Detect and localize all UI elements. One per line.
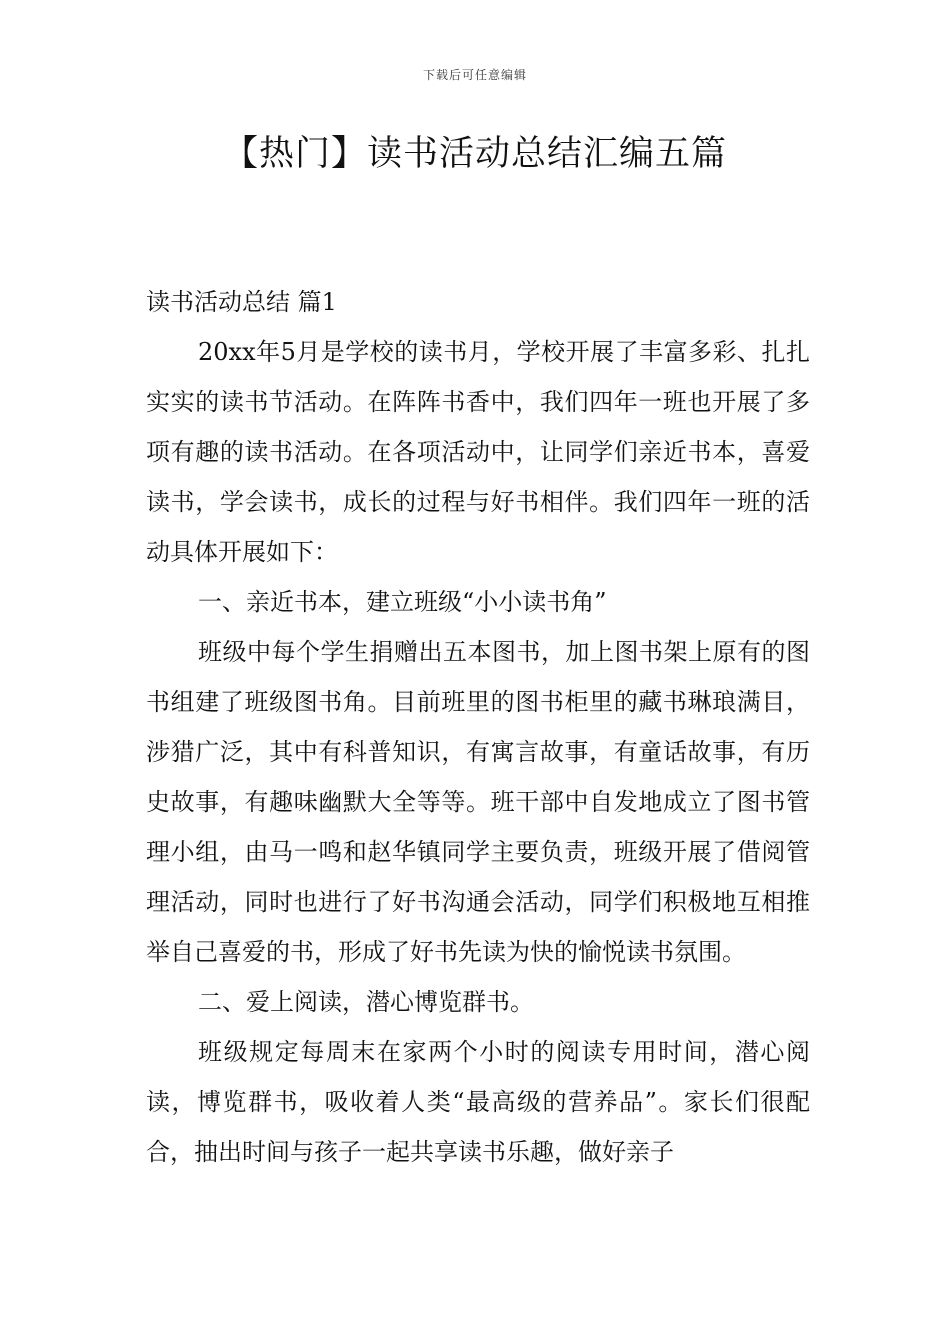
section-label: 读书活动总结 篇1 (146, 288, 337, 316)
paragraph-intro (146, 327, 810, 577)
document-body (146, 277, 810, 1177)
paragraph-intro-text: 20xx年5月是学校的读书月，学校开展了丰富多彩、扎扎实实的读书节活动。在阵阵书香中，我们四年一班也开展了多项有趣的读书活动。在各项活动中，让同学们亲近书本，喜爱读书，学会读书，成长的过程与好书相伴。 (146, 338, 810, 516)
paragraph-intro-tail: 我们四年一班的活动具体开展如下： (146, 488, 811, 566)
document-title: 【热门】读书活动总结汇编五篇 (222, 134, 727, 174)
paragraph-weekend-reading: 班级规定每周末在家两个小时的阅读专用时间，潜心阅读，博览群书，吸收着人类“最高级的营养品”。家长们很配合，抽出时间与孩子一起共享读书乐趣，做好亲子 (146, 1038, 810, 1166)
paragraph-reading-corner: 班级中每个学生捐赠出五本图书，加上图书架上原有的图书组建了班级图书角。目前班里的图书柜里的藏书琳琅满目，涉猎广泛，其中有科普知识，有寓言故事，有童话故事，有历史故事，有趣味幽默大全等等。班干部中自发地成立了图书管理小组，由马一鸣和赵华镇同学主要负责，班级开展了借阅管理活动，同时也进行了好书沟通会活动，同学们积极地互相推举自己喜爱的书，形成了好书先读为快的愉悦读书氛围。 (146, 638, 810, 966)
heading-two: 二、爱上阅读，潜心博览群书。 (198, 988, 534, 1016)
heading-one: 一、亲近书本，建立班级“小小读书角” (198, 588, 607, 616)
download-note: 下载后可任意编辑 (422, 68, 527, 82)
